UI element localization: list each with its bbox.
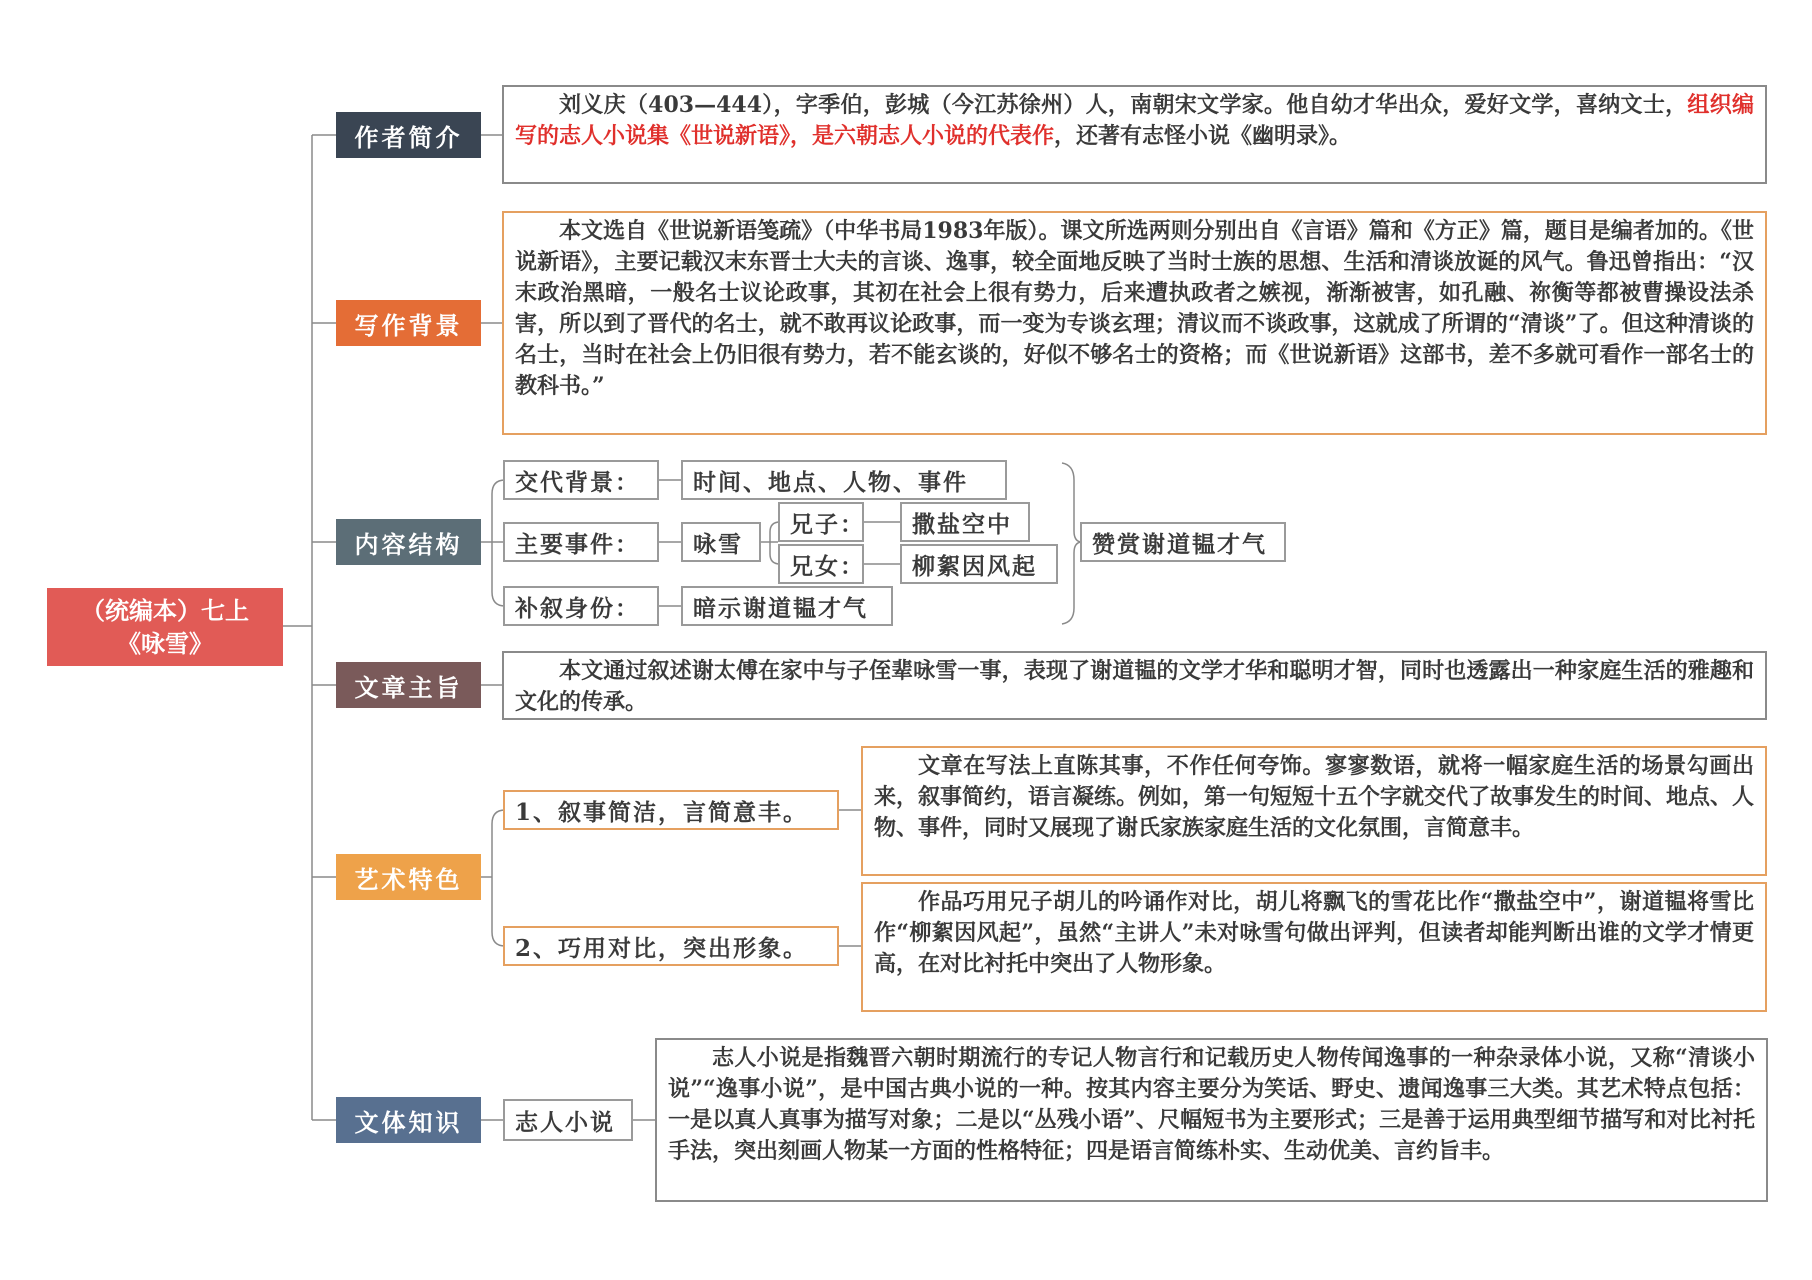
background-box: [502, 211, 1767, 435]
root-title-line1: （统编本）七上: [81, 596, 249, 625]
genre-text: 志人小说是指魏晋六朝时期流行的专记人物言行和记载历史人物传闻逸事的一种杂录体小说，又称“清谈小说”“逸事小说”，是中国古典小说的一种。按其内容主要分为笑话、野史、遗闻逸事三大类。其艺术特点包括：一是以真人真事为描写对象；二是以“丛残小语”、尺幅短书为主要形式；三是善于运用典型细节描写和对比衬托手法，突出刻画人物某一方面的性格特征；四是语言简练朴实、生动优美、言约旨丰。: [668, 1045, 1755, 1164]
category-label: 艺术特色: [354, 864, 463, 894]
category-label: 内容结构: [354, 529, 463, 559]
author-text-part: 刘义庆（403—444），字季伯，彭城（今江苏徐州）人，南朝宋文学家。他自幼才华出众，爱好文学，喜纳文士，: [559, 92, 1688, 118]
category-background: [336, 300, 481, 346]
category-genre: [336, 1097, 481, 1143]
category-author: [336, 112, 481, 158]
structure-extra-label: 补叙身份：: [503, 586, 659, 626]
structure-intro-value: 时间、地点、人物、事件: [681, 460, 1007, 500]
category-theme: [336, 662, 481, 708]
structure-main-value: 咏雪: [681, 522, 761, 562]
structure-extra-value: 暗示谢道韫才气: [681, 586, 893, 626]
art-point-2-text: 作品巧用兄子胡儿的吟诵作对比，胡儿将飘飞的雪花比作“撒盐空中”，谢道韫将雪比作“柳絮因风起”，虽然“主讲人”未对咏雪句做出评判，但读者却能判断出谁的文学才情更高，在对比衬托中突出了人物形象。: [874, 889, 1754, 977]
author-highlight: 组织编写的志人小说集《世说新语》，是六朝志人小说的代表作: [515, 92, 1754, 149]
background-text: 本文选自《世说新语笺疏》（中华书局1983年版）。课文所选两则分别出自《言语》篇和《方正》篇，题目是编者加的。《世说新语》，主要记载汉末东晋士大夫的言谈、逸事，较全面地反映了当时士族的思想、生活和清谈放诞的风气。鲁迅曾指出：“汉末政治黑暗，一般名士议论政事，其初在社会上很有势力，后来遭执政者之嫉视，渐渐被害，如孔融、祢衡等都被曹操设法杀害，所以到了晋代的名士，就不敢再议论政事，而一变为专谈玄理；清议而不谈政事，这就成了所谓的“清谈”了。但这种清谈的名士，当时在社会上仍旧很有势力，若不能玄谈的，好似不够名士的资格；而《世说新语》这部书，差不多就可看作一部名士的教科书。”: [515, 218, 1754, 399]
author-box: [502, 85, 1767, 184]
category-label: 文体知识: [354, 1107, 463, 1137]
theme-box: [502, 651, 1767, 720]
structure-conclusion: 赞赏谢道韫才气: [1080, 522, 1286, 562]
art-point-2: 2、巧用对比，突出形象。: [503, 926, 839, 966]
genre-box: [655, 1038, 1768, 1202]
genre-label: 志人小说: [503, 1099, 633, 1141]
art-point-2-detail: [861, 882, 1767, 1012]
theme-text: 本文通过叙述谢太傅在家中与子侄辈咏雪一事，表现了谢道韫的文学才华和聪明才智，同时也透露出一种家庭生活的雅趣和文化的传承。: [515, 658, 1754, 715]
category-structure: [336, 519, 481, 565]
art-point-1: 1、叙事简洁，言简意丰。: [503, 790, 839, 830]
author-text-part: ，还著有志怪小说《幽明录》。: [1054, 123, 1352, 149]
root-topic: [47, 588, 283, 666]
structure-nephew-label: 兄子：: [778, 502, 864, 542]
category-label: 作者简介: [354, 122, 463, 152]
root-title-line2: 《咏雪》: [117, 629, 213, 658]
category-label: 文章主旨: [354, 672, 463, 702]
category-label: 写作背景: [354, 310, 463, 340]
category-art: [336, 854, 481, 900]
art-point-1-detail: [861, 746, 1767, 876]
structure-intro-label: 交代背景：: [503, 460, 659, 500]
author-text: [515, 90, 1754, 152]
structure-main-label: 主要事件：: [503, 522, 659, 562]
structure-niece-value: 柳絮因风起: [900, 544, 1058, 584]
art-point-1-text: 文章在写法上直陈其事，不作任何夸饰。寥寥数语，就将一幅家庭生活的场景勾画出来，叙事简约，语言凝练。例如，第一句短短十五个字就交代了故事发生的时间、地点、人物、事件，同时又展现了谢氏家族家庭生活的文化氛围，言简意丰。: [874, 753, 1755, 841]
structure-nephew-value: 撒盐空中: [900, 502, 1030, 542]
structure-niece-label: 兄女：: [778, 544, 864, 584]
